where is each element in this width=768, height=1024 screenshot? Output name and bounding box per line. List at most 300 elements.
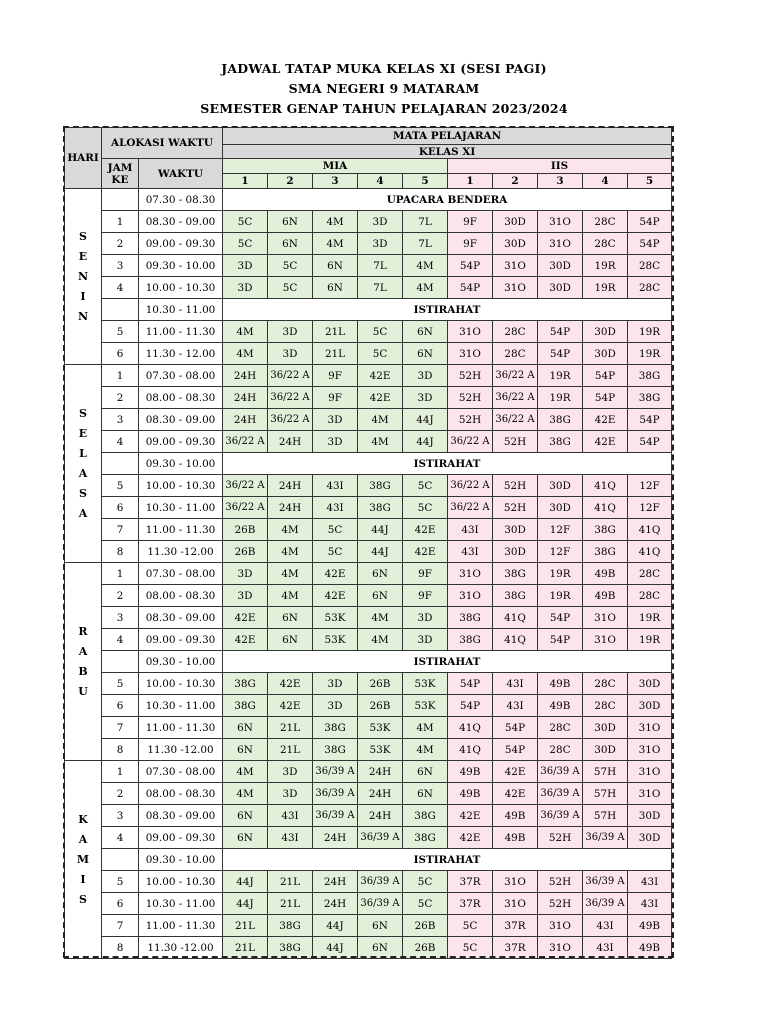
table-row	[65, 343, 672, 365]
waktu-cell: 07.30 - 08.30	[139, 189, 223, 211]
jam-ke-cell: 4	[102, 629, 139, 651]
class-cell: 49B	[583, 563, 628, 585]
jam-ke-cell: 3	[102, 805, 139, 827]
class-cell: 3D	[403, 365, 448, 387]
class-cell: 6N	[268, 629, 313, 651]
class-cell: 49B	[538, 673, 583, 695]
class-cell: 28C	[628, 585, 672, 607]
waktu-cell: 11.30 - 12.00	[139, 343, 223, 365]
class-cell: 30D	[493, 541, 538, 563]
class-cell: 36/22 A	[493, 409, 538, 431]
jam-ke-cell: 2	[102, 783, 139, 805]
class-cell: 38G	[628, 365, 672, 387]
class-cell: 5C	[223, 211, 268, 233]
class-cell: 7L	[403, 211, 448, 233]
class-cell: 6N	[403, 783, 448, 805]
class-cell: 21L	[268, 871, 313, 893]
table-row	[65, 915, 672, 937]
class-cell: 6N	[403, 343, 448, 365]
class-cell: 24H	[223, 409, 268, 431]
class-cell: 6N	[358, 585, 403, 607]
class-cell: 30D	[583, 739, 628, 761]
waktu-cell: 08.30 - 09.00	[139, 805, 223, 827]
jam-ke-cell: 2	[102, 233, 139, 255]
class-cell: 36/39 A	[358, 827, 403, 849]
class-cell: 4M	[223, 321, 268, 343]
waktu-cell: 09.30 - 10.00	[139, 255, 223, 277]
class-cell: 21L	[313, 343, 358, 365]
class-cell: 31O	[448, 321, 493, 343]
jam-ke-cell: 5	[102, 475, 139, 497]
class-cell: 3D	[403, 607, 448, 629]
class-cell: 57H	[583, 805, 628, 827]
class-cell: 7L	[358, 277, 403, 299]
class-cell: 12F	[628, 497, 672, 519]
class-cell: 6N	[223, 739, 268, 761]
class-cell: 3D	[313, 409, 358, 431]
class-cell: 19R	[538, 365, 583, 387]
class-cell: 3D	[358, 233, 403, 255]
class-cell: 53K	[358, 739, 403, 761]
class-cell: 19R	[538, 387, 583, 409]
class-cell: 24H	[358, 805, 403, 827]
jam-ke-cell: 6	[102, 343, 139, 365]
col-number-header: 2	[493, 174, 538, 189]
waktu-cell: 08.00 - 08.30	[139, 387, 223, 409]
class-cell: 19R	[628, 607, 672, 629]
class-cell: 24H	[358, 783, 403, 805]
school-name: SMA NEGERI 9 MATARAM	[288, 81, 480, 96]
table-row	[65, 189, 672, 211]
class-cell: 54P	[628, 211, 672, 233]
class-cell: 42E	[403, 519, 448, 541]
waktu-cell: 09.00 - 09.30	[139, 827, 223, 849]
class-cell: 4M	[358, 629, 403, 651]
class-cell: 38G	[313, 717, 358, 739]
waktu-cell: 11.00 - 11.30	[139, 519, 223, 541]
class-cell: 24H	[223, 365, 268, 387]
class-cell: 12F	[538, 519, 583, 541]
waktu-cell: 08.30 - 09.00	[139, 211, 223, 233]
table-row	[65, 233, 672, 255]
col-number-header: 1	[223, 174, 268, 189]
class-cell: 36/39 A	[583, 871, 628, 893]
class-cell: 38G	[313, 739, 358, 761]
class-cell: 36/39 A	[358, 893, 403, 915]
class-cell: 31O	[583, 629, 628, 651]
class-cell: 31O	[493, 255, 538, 277]
col-number-header: 5	[628, 174, 672, 189]
class-cell: 6N	[268, 211, 313, 233]
class-cell: 54P	[583, 387, 628, 409]
table-row	[65, 761, 672, 783]
class-cell: 4M	[358, 409, 403, 431]
class-cell: 53K	[313, 607, 358, 629]
class-cell: 52H	[493, 431, 538, 453]
class-cell: 36/22 A	[223, 475, 268, 497]
class-cell: 26B	[223, 541, 268, 563]
jam-ke-cell: 3	[102, 255, 139, 277]
class-cell: 9F	[313, 387, 358, 409]
waktu-cell: 10.00 - 10.30	[139, 277, 223, 299]
class-cell: 24H	[268, 497, 313, 519]
class-cell: 6N	[358, 937, 403, 959]
class-cell: 31O	[448, 343, 493, 365]
class-cell: 42E	[448, 827, 493, 849]
class-cell: 28C	[493, 343, 538, 365]
jam-ke-cell: 5	[102, 871, 139, 893]
class-cell: 4M	[223, 343, 268, 365]
jam-ke-cell: 3	[102, 607, 139, 629]
class-cell: 5C	[358, 321, 403, 343]
class-cell: 41Q	[493, 629, 538, 651]
class-cell: 36/22 A	[223, 431, 268, 453]
class-cell: 28C	[628, 563, 672, 585]
jam-ke-cell: 6	[102, 893, 139, 915]
class-cell: 54P	[628, 431, 672, 453]
waktu-cell: 09.30 - 10.00	[139, 453, 223, 475]
col-number-header: 3	[313, 174, 358, 189]
class-cell: 3D	[268, 343, 313, 365]
waktu-cell: 08.30 - 09.00	[139, 607, 223, 629]
class-cell: 53K	[358, 717, 403, 739]
table-row	[65, 541, 672, 563]
class-cell: 43I	[313, 475, 358, 497]
class-cell: 36/39 A	[358, 871, 403, 893]
jam-ke-cell: 2	[102, 585, 139, 607]
class-cell: 37R	[493, 915, 538, 937]
class-cell: 4M	[403, 255, 448, 277]
jam-ke-cell: 2	[102, 387, 139, 409]
class-cell: 54P	[448, 255, 493, 277]
class-cell: 52H	[538, 827, 583, 849]
table-row	[65, 365, 672, 387]
class-cell: 36/22 A	[223, 497, 268, 519]
class-cell: 38G	[538, 431, 583, 453]
class-cell: 38G	[448, 629, 493, 651]
class-cell: 30D	[628, 805, 672, 827]
class-cell: 19R	[628, 321, 672, 343]
class-cell: 3D	[268, 321, 313, 343]
class-cell: 5C	[223, 233, 268, 255]
class-cell: 54P	[493, 739, 538, 761]
class-cell: 44J	[223, 871, 268, 893]
jam-ke-cell	[102, 849, 139, 871]
class-cell: 44J	[223, 893, 268, 915]
class-cell: 24H	[268, 431, 313, 453]
jam-ke-cell: 1	[102, 761, 139, 783]
class-cell: 28C	[583, 673, 628, 695]
jam-ke-cell: 7	[102, 519, 139, 541]
class-cell: 5C	[313, 519, 358, 541]
class-cell: 6N	[403, 761, 448, 783]
class-cell: 28C	[538, 739, 583, 761]
class-cell: 49B	[628, 937, 672, 959]
class-cell: 49B	[628, 915, 672, 937]
class-cell: 43I	[628, 893, 672, 915]
class-cell: 5C	[403, 893, 448, 915]
jam-ke-cell: 7	[102, 717, 139, 739]
class-cell: 31O	[628, 717, 672, 739]
class-cell: 4M	[358, 431, 403, 453]
jam-ke-cell: 8	[102, 541, 139, 563]
class-cell: 9F	[448, 211, 493, 233]
class-cell: 44J	[313, 915, 358, 937]
class-cell: 38G	[538, 409, 583, 431]
jam-ke-cell: 6	[102, 497, 139, 519]
day-label: S E N I N	[65, 189, 102, 365]
class-cell: 42E	[583, 431, 628, 453]
class-cell: 19R	[538, 585, 583, 607]
class-cell: 4M	[358, 607, 403, 629]
class-cell: 31O	[493, 277, 538, 299]
class-cell: 19R	[583, 277, 628, 299]
schedule-table	[64, 127, 672, 959]
mapel-header: MATA PELAJARAN	[223, 128, 672, 145]
class-cell: 26B	[358, 695, 403, 717]
jam-ke-cell: 5	[102, 673, 139, 695]
class-cell: 36/22 A	[268, 365, 313, 387]
waktu-cell: 08.00 - 08.30	[139, 783, 223, 805]
jam-ke-cell: 1	[102, 211, 139, 233]
class-cell: 31O	[538, 211, 583, 233]
waktu-cell: 08.00 - 08.30	[139, 585, 223, 607]
class-cell: 36/22 A	[493, 387, 538, 409]
waktu-cell: 11.30 -12.00	[139, 739, 223, 761]
class-cell: 21L	[268, 739, 313, 761]
table-row	[65, 211, 672, 233]
class-cell: 38G	[583, 519, 628, 541]
class-cell: 28C	[628, 277, 672, 299]
class-cell: 24H	[313, 827, 358, 849]
note-cell: UPACARA BENDERA	[223, 189, 672, 211]
class-cell: 37R	[448, 893, 493, 915]
waktu-cell: 10.30 - 11.00	[139, 695, 223, 717]
class-cell: 4M	[403, 277, 448, 299]
mia-header: MIA	[223, 159, 448, 174]
class-cell: 52H	[493, 497, 538, 519]
class-cell: 38G	[448, 607, 493, 629]
class-cell: 21L	[223, 915, 268, 937]
table-row	[65, 387, 672, 409]
class-cell: 54P	[538, 343, 583, 365]
class-cell: 52H	[538, 871, 583, 893]
class-cell: 43I	[448, 519, 493, 541]
class-cell: 5C	[403, 475, 448, 497]
class-cell: 28C	[628, 255, 672, 277]
class-cell: 49B	[493, 827, 538, 849]
class-cell: 38G	[268, 915, 313, 937]
class-cell: 6N	[223, 805, 268, 827]
table-row	[65, 783, 672, 805]
waktu-cell: 07.30 - 08.00	[139, 365, 223, 387]
class-cell: 41Q	[493, 607, 538, 629]
class-cell: 26B	[223, 519, 268, 541]
class-cell: 38G	[358, 497, 403, 519]
class-cell: 7L	[358, 255, 403, 277]
table-row	[65, 673, 672, 695]
note-cell: ISTIRAHAT	[223, 651, 672, 673]
waktu-cell: 11.00 - 11.30	[139, 915, 223, 937]
waktu-cell: 10.30 - 11.00	[139, 893, 223, 915]
day-label: S E L A S A	[65, 365, 102, 563]
table-row	[65, 871, 672, 893]
class-cell: 36/22 A	[448, 475, 493, 497]
table-row	[65, 519, 672, 541]
class-cell: 30D	[538, 277, 583, 299]
table-row	[65, 563, 672, 585]
class-cell: 19R	[628, 629, 672, 651]
class-cell: 31O	[448, 585, 493, 607]
class-cell: 3D	[223, 563, 268, 585]
class-cell: 44J	[313, 937, 358, 959]
class-cell: 6N	[268, 607, 313, 629]
class-cell: 57H	[583, 783, 628, 805]
class-cell: 30D	[583, 717, 628, 739]
table-row	[65, 849, 672, 871]
jam-ke-cell: 5	[102, 321, 139, 343]
class-cell: 37R	[493, 937, 538, 959]
alokasi-header: ALOKASI WAKTU	[102, 128, 223, 159]
class-cell: 36/22 A	[268, 387, 313, 409]
waktu-cell: 11.00 - 11.30	[139, 321, 223, 343]
waktu-cell: 10.30 - 11.00	[139, 497, 223, 519]
class-cell: 41Q	[448, 739, 493, 761]
class-cell: 42E	[223, 629, 268, 651]
class-cell: 28C	[583, 233, 628, 255]
class-cell: 7L	[403, 233, 448, 255]
table-row	[65, 321, 672, 343]
class-cell: 43I	[493, 673, 538, 695]
class-cell: 54P	[628, 409, 672, 431]
class-cell: 21L	[223, 937, 268, 959]
col-number-header: 4	[583, 174, 628, 189]
class-cell: 6N	[358, 915, 403, 937]
class-cell: 6N	[313, 255, 358, 277]
day-label: R A B U	[65, 563, 102, 761]
class-cell: 42E	[313, 585, 358, 607]
doc-title: JADWAL TATAP MUKA KELAS XI (SESI PAGI)	[221, 61, 547, 76]
class-cell: 28C	[538, 717, 583, 739]
class-cell: 38G	[358, 475, 403, 497]
class-cell: 24H	[313, 893, 358, 915]
waktu-cell: 09.30 - 10.00	[139, 849, 223, 871]
kelas-header: KELAS XI	[223, 145, 672, 159]
waktu-cell: 09.00 - 09.30	[139, 233, 223, 255]
table-row	[65, 695, 672, 717]
table-row	[65, 805, 672, 827]
jam-ke-cell: 1	[102, 563, 139, 585]
class-cell: 6N	[223, 827, 268, 849]
class-cell: 38G	[583, 541, 628, 563]
waktu-cell: 09.00 - 09.30	[139, 629, 223, 651]
class-cell: 57H	[583, 761, 628, 783]
class-cell: 30D	[583, 321, 628, 343]
waktu-header: WAKTU	[139, 159, 223, 189]
class-cell: 36/39 A	[538, 761, 583, 783]
class-cell: 36/22 A	[268, 409, 313, 431]
jam-ke-cell	[102, 299, 139, 321]
class-cell: 30D	[583, 343, 628, 365]
class-cell: 30D	[628, 695, 672, 717]
class-cell: 49B	[583, 585, 628, 607]
table-row	[65, 651, 672, 673]
class-cell: 42E	[268, 673, 313, 695]
class-cell: 54P	[583, 365, 628, 387]
class-cell: 38G	[493, 563, 538, 585]
class-cell: 36/39 A	[313, 761, 358, 783]
class-cell: 26B	[403, 915, 448, 937]
waktu-cell: 09.00 - 09.30	[139, 431, 223, 453]
jam-ke-cell: 8	[102, 739, 139, 761]
class-cell: 4M	[403, 739, 448, 761]
table-row	[65, 431, 672, 453]
table-row	[65, 497, 672, 519]
table-row	[65, 585, 672, 607]
class-cell: 31O	[538, 915, 583, 937]
class-cell: 43I	[268, 827, 313, 849]
table-row	[65, 475, 672, 497]
class-cell: 43I	[493, 695, 538, 717]
class-cell: 4M	[268, 585, 313, 607]
col-number-header: 1	[448, 174, 493, 189]
class-cell: 28C	[583, 695, 628, 717]
col-number-header: 5	[403, 174, 448, 189]
class-cell: 54P	[628, 233, 672, 255]
class-cell: 31O	[538, 233, 583, 255]
day-label: K A M I S	[65, 761, 102, 959]
note-cell: ISTIRAHAT	[223, 849, 672, 871]
class-cell: 31O	[493, 893, 538, 915]
class-cell: 24H	[358, 761, 403, 783]
class-cell: 52H	[493, 475, 538, 497]
waktu-cell: 08.30 - 09.00	[139, 409, 223, 431]
class-cell: 44J	[358, 541, 403, 563]
class-cell: 5C	[403, 871, 448, 893]
class-cell: 3D	[268, 783, 313, 805]
class-cell: 3D	[268, 761, 313, 783]
class-cell: 36/39 A	[583, 893, 628, 915]
table-row	[65, 453, 672, 475]
table-row	[65, 607, 672, 629]
class-cell: 21L	[268, 717, 313, 739]
class-cell: 31O	[628, 783, 672, 805]
class-cell: 54P	[538, 321, 583, 343]
class-cell: 36/22 A	[448, 497, 493, 519]
class-cell: 9F	[403, 563, 448, 585]
jam-ke-cell	[102, 453, 139, 475]
class-cell: 9F	[313, 365, 358, 387]
table-row	[65, 739, 672, 761]
semester-label: SEMESTER GENAP TAHUN PELAJARAN 2023/2024	[200, 101, 568, 116]
table-row	[65, 937, 672, 959]
class-cell: 44J	[403, 431, 448, 453]
class-cell: 36/39 A	[538, 783, 583, 805]
table-row	[65, 827, 672, 849]
class-cell: 49B	[493, 805, 538, 827]
class-cell: 54P	[448, 673, 493, 695]
class-cell: 26B	[403, 937, 448, 959]
waktu-cell: 10.00 - 10.30	[139, 871, 223, 893]
class-cell: 49B	[448, 783, 493, 805]
jam-ke-cell: 3	[102, 409, 139, 431]
class-cell: 30D	[493, 233, 538, 255]
class-cell: 41Q	[583, 497, 628, 519]
col-number-header: 4	[358, 174, 403, 189]
class-cell: 42E	[448, 805, 493, 827]
class-cell: 36/22 A	[448, 431, 493, 453]
class-cell: 42E	[403, 541, 448, 563]
